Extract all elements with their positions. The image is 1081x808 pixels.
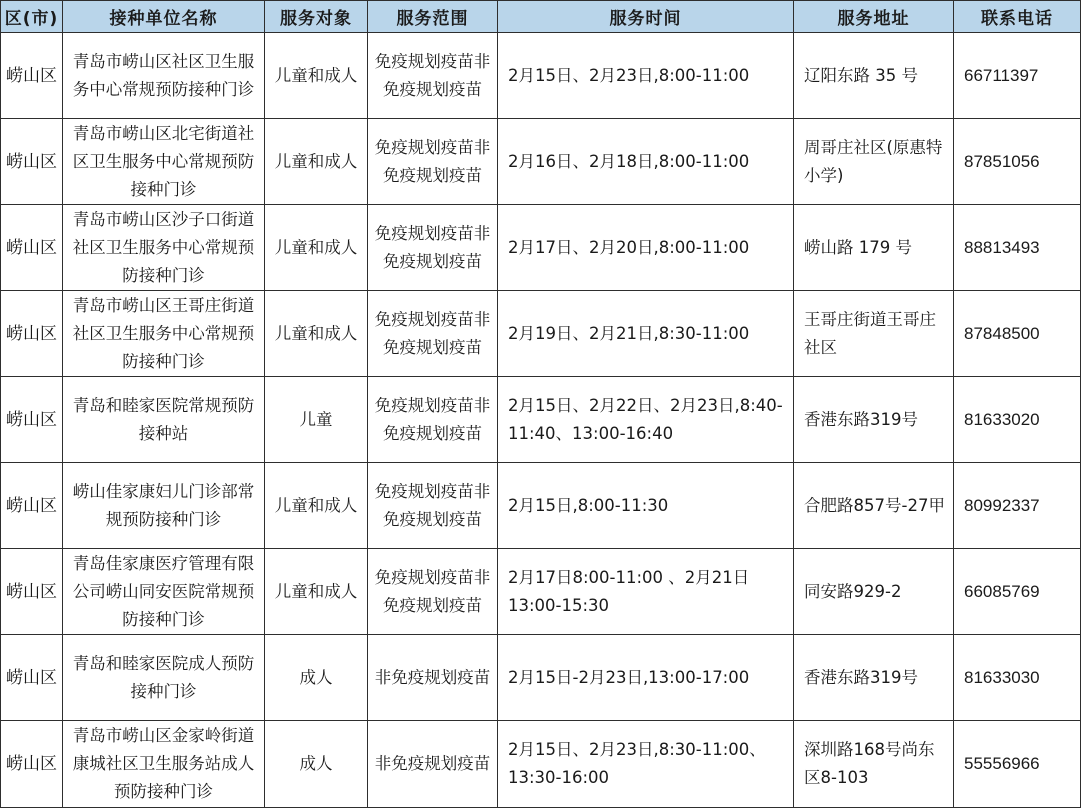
table-row [1,377,1081,463]
contact-phone-cell: 87851056 [954,119,1081,205]
clinic-name-cell: 青岛和睦家医院常规预防接种站 [63,377,265,463]
service-scope-cell: 免疫规划疫苗非免疫规划疫苗 [368,463,498,549]
district-cell: 崂山区 [1,463,63,549]
service-scope-cell: 非免疫规划疫苗 [368,721,498,808]
service-scope-cell: 免疫规划疫苗非免疫规划疫苗 [368,33,498,119]
service-target-cell: 成人 [265,635,368,721]
service-time-cell: 2月16日、2月18日,8:00-11:00 [498,119,794,205]
district-cell: 崂山区 [1,721,63,808]
table-row [1,205,1081,291]
contact-phone-cell: 55556966 [954,721,1081,808]
contact-phone-cell: 81633020 [954,377,1081,463]
service-target-cell: 成人 [265,721,368,808]
clinic-name-cell: 青岛市崂山区王哥庄街道社区卫生服务中心常规预防接种门诊 [63,291,265,377]
district-cell: 崂山区 [1,33,63,119]
service-scope-cell: 非免疫规划疫苗 [368,635,498,721]
header-service-address: 服务地址 [794,1,954,33]
service-address-cell: 合肥路857号-27甲 [794,463,954,549]
clinic-name-cell: 青岛市崂山区沙子口街道社区卫生服务中心常规预防接种门诊 [63,205,265,291]
service-scope-cell: 免疫规划疫苗非免疫规划疫苗 [368,119,498,205]
contact-phone-cell: 88813493 [954,205,1081,291]
clinic-name-cell: 崂山佳家康妇儿门诊部常规预防接种门诊 [63,463,265,549]
service-time-cell: 2月15日、2月23日,8:30-11:00、13:30-16:00 [498,721,794,808]
header-contact-phone: 联系电话 [954,1,1081,33]
service-address-cell: 香港东路319号 [794,635,954,721]
table-row [1,635,1081,721]
service-target-cell: 儿童 [265,377,368,463]
clinic-name-cell: 青岛佳家康医疗管理有限公司崂山同安医院常规预防接种门诊 [63,549,265,635]
service-address-cell: 辽阳东路 35 号 [794,33,954,119]
header-district: 区(市) [1,1,63,33]
clinic-name-cell: 青岛和睦家医院成人预防接种门诊 [63,635,265,721]
header-service-scope: 服务范围 [368,1,498,33]
contact-phone-cell: 66711397 [954,33,1081,119]
district-cell: 崂山区 [1,377,63,463]
table-row [1,291,1081,377]
service-time-cell: 2月17日、2月20日,8:00-11:00 [498,205,794,291]
table-row [1,33,1081,119]
service-scope-cell: 免疫规划疫苗非免疫规划疫苗 [368,291,498,377]
clinic-name-cell: 青岛市崂山区北宅街道社区卫生服务中心常规预防接种门诊 [63,119,265,205]
service-address-cell: 香港东路319号 [794,377,954,463]
service-time-cell: 2月15日-2月23日,13:00-17:00 [498,635,794,721]
service-address-cell: 王哥庄街道王哥庄社区 [794,291,954,377]
service-time-cell: 2月15日、2月23日,8:00-11:00 [498,33,794,119]
district-cell: 崂山区 [1,549,63,635]
service-time-cell: 2月15日,8:00-11:30 [498,463,794,549]
table-header-row [1,1,1081,33]
service-address-cell: 深圳路168号尚东区8-103 [794,721,954,808]
service-target-cell: 儿童和成人 [265,549,368,635]
table-row [1,721,1081,808]
contact-phone-cell: 87848500 [954,291,1081,377]
service-target-cell: 儿童和成人 [265,33,368,119]
header-clinic-name: 接种单位名称 [63,1,265,33]
service-address-cell: 周哥庄社区(原惠特小学) [794,119,954,205]
service-address-cell: 崂山路 179 号 [794,205,954,291]
service-target-cell: 儿童和成人 [265,119,368,205]
district-cell: 崂山区 [1,205,63,291]
table-row [1,463,1081,549]
table-row [1,119,1081,205]
contact-phone-cell: 81633030 [954,635,1081,721]
service-target-cell: 儿童和成人 [265,291,368,377]
header-service-time: 服务时间 [498,1,794,33]
contact-phone-cell: 66085769 [954,549,1081,635]
service-scope-cell: 免疫规划疫苗非免疫规划疫苗 [368,549,498,635]
service-scope-cell: 免疫规划疫苗非免疫规划疫苗 [368,205,498,291]
service-target-cell: 儿童和成人 [265,205,368,291]
clinic-name-cell: 青岛市崂山区社区卫生服务中心常规预防接种门诊 [63,33,265,119]
service-address-cell: 同安路929-2 [794,549,954,635]
service-scope-cell: 免疫规划疫苗非免疫规划疫苗 [368,377,498,463]
service-time-cell: 2月15日、2月22日、2月23日,8:40-11:40、13:00-16:40 [498,377,794,463]
contact-phone-cell: 80992337 [954,463,1081,549]
service-target-cell: 儿童和成人 [265,463,368,549]
district-cell: 崂山区 [1,291,63,377]
service-time-cell: 2月19日、2月21日,8:30-11:00 [498,291,794,377]
district-cell: 崂山区 [1,635,63,721]
header-service-target: 服务对象 [265,1,368,33]
table-row [1,549,1081,635]
clinic-name-cell: 青岛市崂山区金家岭街道康城社区卫生服务站成人预防接种门诊 [63,721,265,808]
district-cell: 崂山区 [1,119,63,205]
service-time-cell: 2月17日8:00-11:00 、2月21日13:00-15:30 [498,549,794,635]
